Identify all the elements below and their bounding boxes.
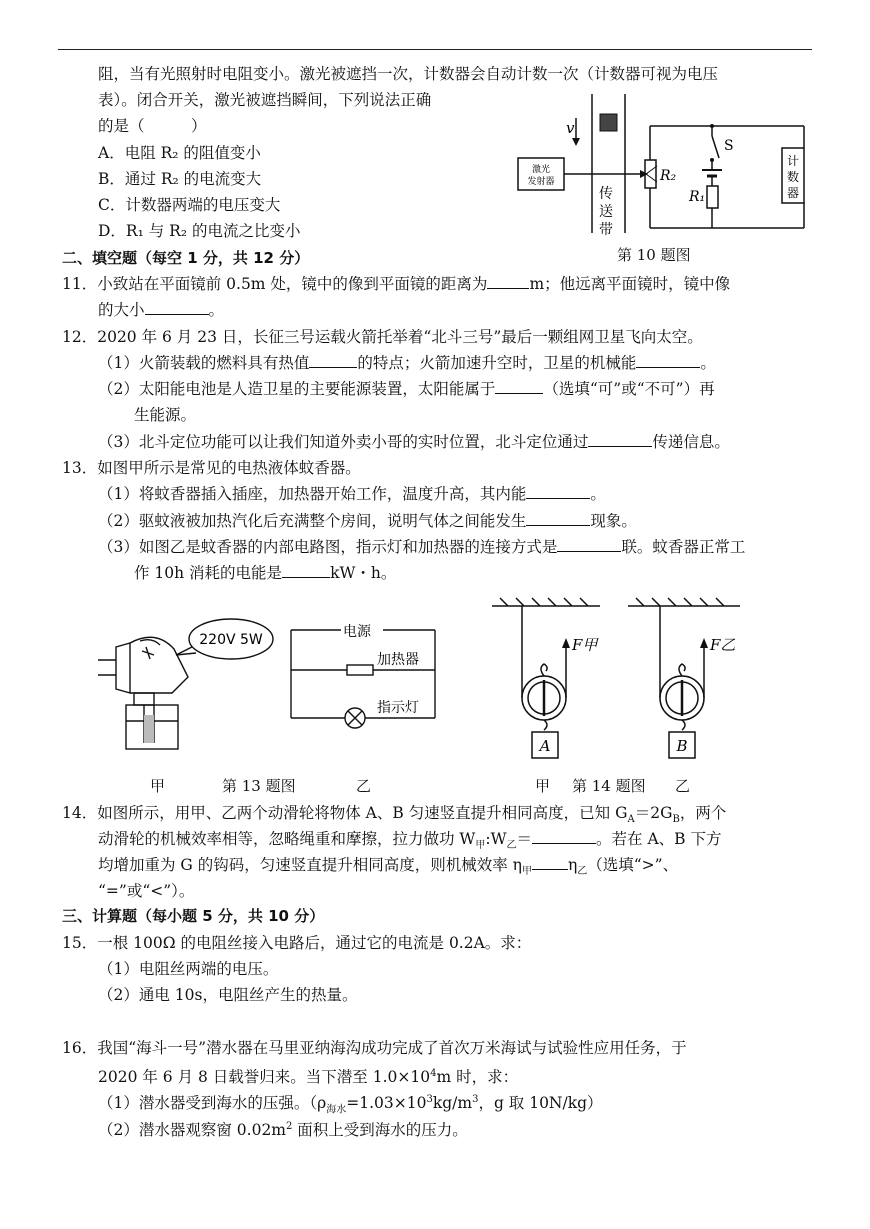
velocity-label: v xyxy=(566,119,575,137)
q11-line2 xyxy=(98,299,224,321)
q12-p3-text-b: 传递信息。 xyxy=(652,433,730,451)
q15-part2: （2）通电 10s，电阻丝产生的热量。 xyxy=(98,986,358,1004)
figure-13-yi-label: 乙 xyxy=(356,777,372,795)
device-neck xyxy=(134,693,154,705)
q12-p2-text-b: （选填“可”或“不可”）再 xyxy=(543,380,715,398)
q13-part2 xyxy=(98,510,637,532)
q16-part2 xyxy=(98,1116,468,1141)
q14-line1 xyxy=(62,802,726,831)
q11-text-c: 的大小 xyxy=(98,301,145,319)
figure-13-caption: 第 13 题图 xyxy=(222,777,296,795)
q16-p1-text-d: ，g 取 10N/kg） xyxy=(478,1094,603,1113)
r1-label: R₁ xyxy=(689,189,706,205)
figure-13-yi-circuit xyxy=(283,620,443,730)
q16-line2 xyxy=(98,1063,518,1088)
q16-p1-sup2: 3 xyxy=(472,1094,479,1105)
q14-l2-sub-jia: 甲 xyxy=(475,840,486,852)
q16-p1-text-b: =1.03×10 xyxy=(346,1094,427,1113)
q11-blank-1[interactable] xyxy=(487,274,529,289)
q14-l1-text-b: ＝2G xyxy=(634,804,673,822)
q16-l2-text-a: 2020 年 6 月 8 日载誉归来。当下潜至 1.0×10 xyxy=(98,1068,431,1087)
plug-face xyxy=(116,643,130,693)
q10-line1: 阻，当有光照射时电阻变小。激光被遮挡一次，计数器会自动计数一次（计数器可视为电压 xyxy=(98,65,719,83)
figure-10-caption: 第 10 题图 xyxy=(617,246,691,264)
q11-blank-2[interactable] xyxy=(145,300,209,315)
q14-line4: “=”或“<”）。 xyxy=(98,882,195,900)
belt-label-2: 送 xyxy=(599,204,613,220)
q13-p1-text-b: 。 xyxy=(590,485,606,503)
q14-l2-text-a: 动滑轮的机械效率相等，忽略绳重和摩擦，拉力做功 W xyxy=(98,830,476,848)
q10-line2: 表）。闭合开关，激光被遮挡瞬间，下列说法正确 xyxy=(98,91,432,109)
q16-p2-text-b: 面积上受到海水的压力。 xyxy=(292,1121,468,1140)
q13-p2-text-a: （2）驱蚊液被加热汽化后充满整个房间，说明气体之间能发生 xyxy=(98,512,527,530)
lamp-label: 指示灯 xyxy=(377,700,419,716)
q16-p1-sup: 3 xyxy=(426,1094,433,1105)
q14-l3-sub-jia: 甲 xyxy=(521,866,532,878)
q12-part2-cont: 生能源。 xyxy=(134,406,197,424)
q14-blank-1[interactable] xyxy=(532,829,596,844)
q12-p2-text-a: （2）太阳能电池是人造卫星的主要能源装置，太阳能属于 xyxy=(98,380,496,398)
q12-part2 xyxy=(98,378,715,400)
object-b-label: B xyxy=(676,737,688,755)
r1-resistor xyxy=(707,186,718,208)
q16-p1-text-a: （1）潜水器受到海水的压强。（ρ xyxy=(98,1094,327,1113)
q11-text-b: m；他远离平面镜时，镜中像 xyxy=(529,275,731,293)
q16-p2-sup: 2 xyxy=(286,1121,293,1132)
q10-option-b: B．通过 R₂ 的电流变大 xyxy=(98,170,262,188)
q12-p1-text-a: （1）火箭装载的燃料具有热值 xyxy=(98,354,310,372)
q13-p1-text-a: （1）将蚊香器插入插座，加热器开始工作，温度升高，其内能 xyxy=(98,485,527,503)
figure-13-jia-label: 甲 xyxy=(150,777,166,795)
q12-part3 xyxy=(98,431,730,453)
q13-blank-2[interactable] xyxy=(526,511,590,526)
force-yi-label: F乙 xyxy=(710,636,736,654)
q13-p3-text-d: kW・h。 xyxy=(330,564,397,582)
q16-p1-sub: 海水 xyxy=(326,1104,347,1116)
q12-blank-1[interactable] xyxy=(309,353,357,368)
q11-text-d: 。 xyxy=(208,301,225,319)
velocity-arrowhead xyxy=(572,138,580,146)
counter-label-1: 计 xyxy=(786,154,800,168)
q11-text-a: 11．小致站在平面镜前 0.5m 处，镜中的像到平面镜的距离为 xyxy=(62,275,488,293)
q12-blank-2[interactable] xyxy=(636,353,700,368)
q12-p1-text-c: 。 xyxy=(700,354,716,372)
q13-part1 xyxy=(98,483,606,505)
belt-label-1: 传 xyxy=(599,186,613,202)
power-label: 电源 xyxy=(343,624,371,640)
q14-blank-2[interactable] xyxy=(532,855,568,870)
q14-line2 xyxy=(98,828,722,857)
q14-line3 xyxy=(98,854,678,883)
figure-14-caption: 第 14 题图 xyxy=(572,777,646,795)
counter-label-3: 器 xyxy=(786,186,800,200)
q12-p1-text-b: 的特点；火箭加速升空时，卫星的机械能 xyxy=(357,354,637,372)
q14-l3-text-c: （选填“>”、 xyxy=(587,856,679,874)
header-rule xyxy=(58,49,812,50)
q14-l1-text-a: 14．如图所示，用甲、乙两个动滑轮将物体 A、B 匀速竖直提升相同高度，已知 G xyxy=(62,804,628,822)
q15-stem: 15．一根 100Ω 的电阻丝接入电路后，通过它的电流是 0.2A。求： xyxy=(62,934,532,952)
q16-p1-text-c: kg/m xyxy=(432,1094,473,1113)
force-jia-arrowhead xyxy=(562,638,570,648)
q16-stem: 16．我国“海斗一号”潜水器在马里亚纳海沟成功完成了首次万米海试与试验性应用任务，于 xyxy=(62,1039,687,1057)
q13-blank-1[interactable] xyxy=(526,484,590,499)
q14-l2-text-b: :W xyxy=(485,830,507,848)
q13-p3-text-c: 作 10h 消耗的电能是 xyxy=(134,564,283,582)
q13-stem: 13．如图甲所示是常见的电热液体蚊香器。 xyxy=(62,459,361,477)
figure-14-pulleys xyxy=(488,594,748,766)
emitter-label-2: 发射器 xyxy=(527,177,555,187)
q13-part3 xyxy=(98,536,745,558)
counter-label-2: 数 xyxy=(786,170,800,184)
q16-l2-sup: 4 xyxy=(430,1068,437,1079)
q12-blank-4[interactable] xyxy=(588,432,652,447)
emitter-label-1: 激光 xyxy=(531,165,551,175)
device-body xyxy=(130,637,188,693)
q12-p3-text-a: （3）北斗定位功能可以让我们知道外卖小哥的实时位置，北斗定位通过 xyxy=(98,433,589,451)
q16-l2-text-b: m 时，求： xyxy=(436,1068,519,1087)
q10-option-c: C．计数器两端的电压变大 xyxy=(98,196,281,214)
switch-label: S xyxy=(724,138,734,154)
q14-l2-text-d: 。若在 A、B 下方 xyxy=(596,830,722,848)
figure-10-circuit xyxy=(512,88,812,258)
q14-l3-text-a: 均增加重为 G 的钩码，匀速竖直提升相同高度，则机械效率 η xyxy=(98,856,522,874)
q10-option-a: A．电阻 R₂ 的阻值变小 xyxy=(98,144,261,162)
object-a-label: A xyxy=(539,737,551,755)
heater-resistor xyxy=(347,665,373,675)
force-yi-arrowhead xyxy=(700,638,708,648)
figure-14-yi-label: 乙 xyxy=(675,777,691,795)
switch-s xyxy=(712,136,719,158)
q13-part3-cont xyxy=(134,562,396,584)
q12-stem: 12．2020 年 6 月 23 日，长征三号运载火箭托举着“北斗三号”最后一颗组网卫星飞向太空。 xyxy=(62,328,703,346)
object-on-belt xyxy=(600,114,617,131)
section-2-heading: 二、填空题（每空 1 分，共 12 分） xyxy=(62,249,310,267)
q13-p3-text-b: 联。蚊香器正常工 xyxy=(621,538,746,556)
q12-part1 xyxy=(98,352,716,374)
q14-l2-text-c: ＝ xyxy=(516,830,533,848)
section-3-heading: 三、计算题（每小题 5 分，共 10 分） xyxy=(62,907,325,925)
q14-l3-sub-yi: 乙 xyxy=(577,866,588,878)
spec-bubble-text: 220V 5W xyxy=(199,632,263,648)
q14-l1-sub-b: B xyxy=(672,814,680,826)
q15-part1: （1）电阻丝两端的电压。 xyxy=(98,960,279,978)
q14-l2-sub-yi: 乙 xyxy=(506,840,517,852)
q13-p2-text-b: 现象。 xyxy=(590,512,637,530)
q10-option-d: D．R₁ 与 R₂ 的电流之比变小 xyxy=(98,222,301,240)
q16-p2-text-a: （2）潜水器观察窗 0.02m xyxy=(98,1121,286,1140)
q13-p3-text-a: （3）如图乙是蚊香器的内部电路图，指示灯和加热器的连接方式是 xyxy=(98,538,558,556)
q14-l3-text-b: η xyxy=(567,856,578,874)
q10-line3: 的是（ ） xyxy=(98,117,207,135)
q13-blank-3[interactable] xyxy=(557,537,621,552)
q13-blank-4[interactable] xyxy=(282,563,330,578)
q12-blank-3[interactable] xyxy=(495,379,543,394)
heater-label: 加热器 xyxy=(377,652,419,668)
q14-l1-sub-a: A xyxy=(627,814,635,826)
figure-13-jia-device xyxy=(96,615,276,765)
belt-label-3: 带 xyxy=(599,222,613,238)
figure-14-jia-label: 甲 xyxy=(535,777,551,795)
q11-line1 xyxy=(62,273,730,295)
r2-label: R₂ xyxy=(660,168,677,184)
force-jia-label: F甲 xyxy=(572,636,598,654)
q14-l1-text-c: ，两个 xyxy=(679,804,727,822)
